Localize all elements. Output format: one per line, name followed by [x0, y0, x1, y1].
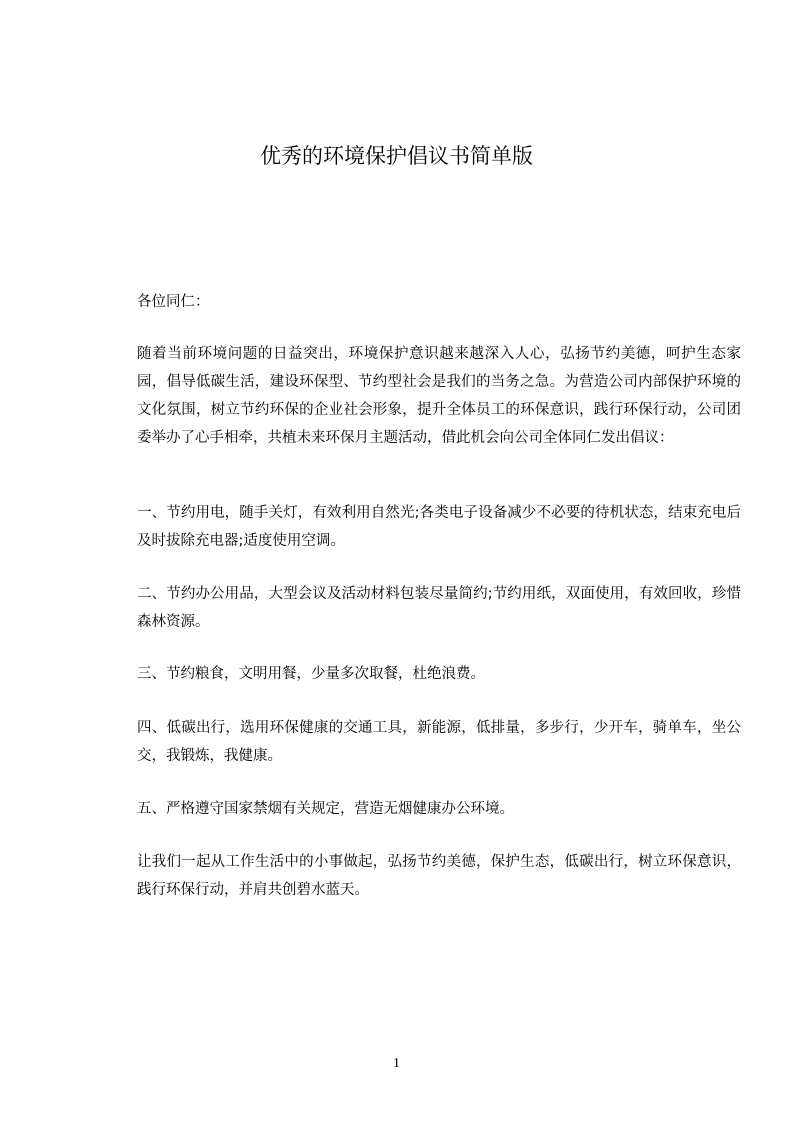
salutation: 各位同仁：	[137, 294, 210, 310]
paragraph-item-2: 二、节约办公用品，大型会议及活动材料包装尽量简约;节约用纸，双面使用，有效回收，珍惜森林资源。	[137, 586, 741, 630]
paragraph-item-1: 一、节约用电，随手关灯，有效利用自然光;各类电子设备减少不必要的待机状态，结束充电后及时拔除充电器;适度使用空调。	[137, 505, 741, 549]
paragraph-item-5: 五、严格遵守国家禁烟有关规定，营造无烟健康办公环境。	[137, 801, 514, 817]
paragraph-closing: 让我们一起从工作生活中的小事做起，弘扬节约美德，保护生态，低碳出行，树立环保意识，践行环保行动，并肩共创碧水蓝天。	[137, 854, 741, 898]
document-title: 优秀的环境保护倡议书简单版	[260, 144, 533, 168]
paragraph-item-3: 三、节约粮食，文明用餐，少量多次取餐，杜绝浪费。	[137, 666, 485, 682]
paragraph-item-4: 四、低碳出行，选用环保健康的交通工具，新能源，低排量，多步行，少开车，骑单车，坐公交，我锻炼，我健康。	[137, 720, 741, 764]
paragraph-intro: 随着当前环境问题的日益突出，环境保护意识越来越深入人心，弘扬节约美德，呵护生态家园，倡导低碳生活，建设环保型、节约型社会是我们的当务之急。为营造公司内部保护环境的文化氛围，树立节约环保的企业社会形象，提升全体员工的环保意识，践行环保行动，公司团委举办了心手相牵，共植未来环保月主题活动，借此机会向公司全体同仁发出倡议：	[137, 346, 741, 446]
page-number: 1	[393, 1056, 400, 1071]
